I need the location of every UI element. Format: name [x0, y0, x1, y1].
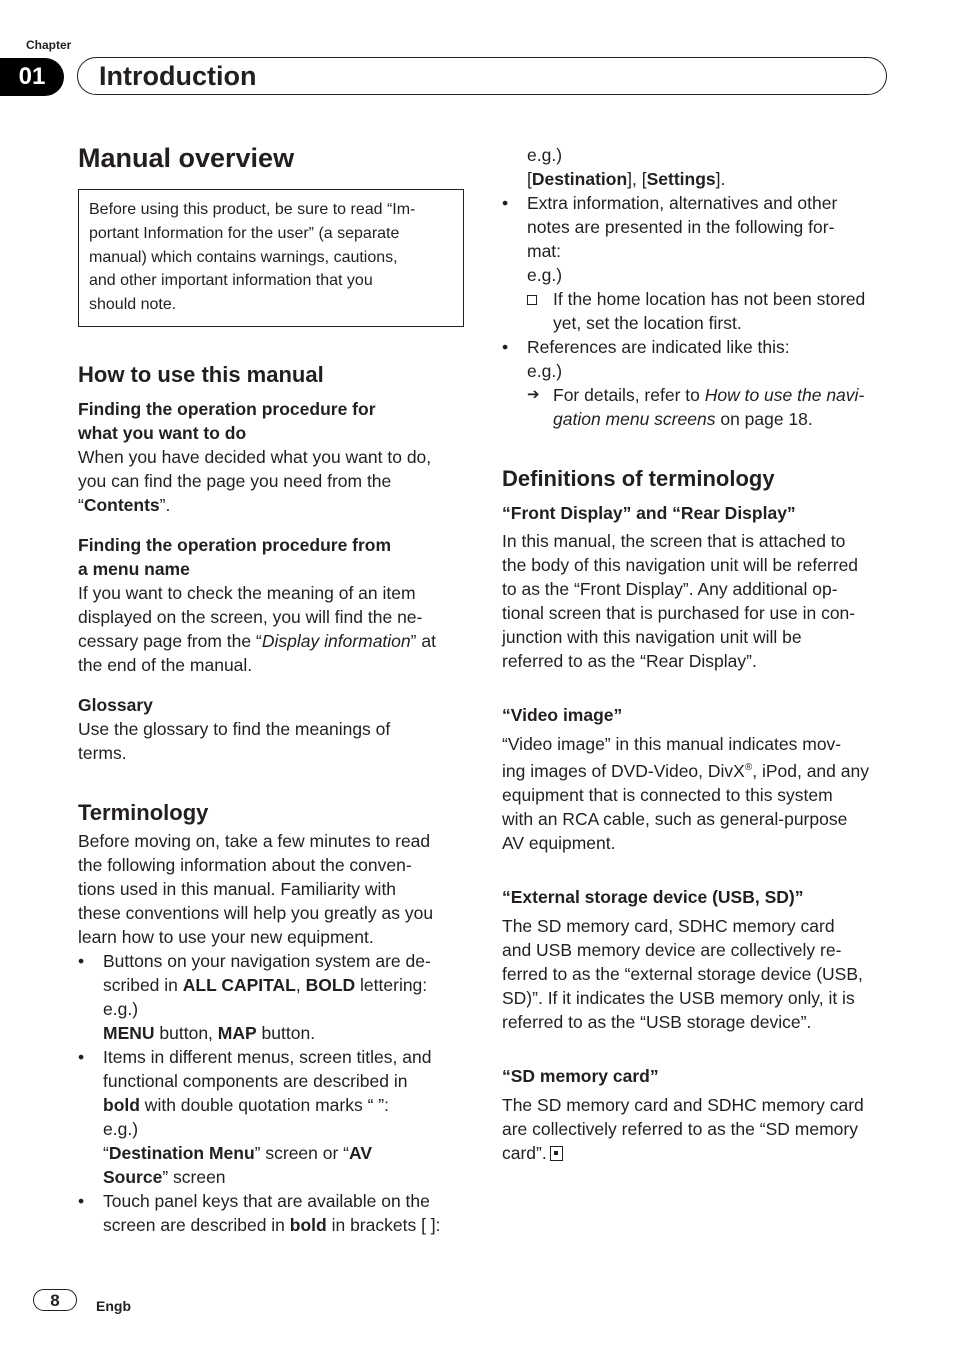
right-column [502, 143, 894, 1165]
body-line: SD)”. If it indicates the USB memory only, it is [502, 987, 855, 1008]
contents-term: Contents [83, 494, 160, 515]
body-line [78, 629, 466, 653]
end-of-section-icon [550, 1146, 563, 1161]
bold-term: ALL CAPITAL [182, 974, 296, 995]
language-code: Engb [96, 1298, 131, 1314]
bullet-icon: • [502, 193, 509, 213]
body-line: yet, set the location first. [553, 313, 742, 333]
front-rear-display-body [502, 529, 894, 673]
bullet-item-buttons [78, 949, 466, 1045]
terminology-heading: Terminology [78, 799, 209, 825]
bullet-item-references [502, 335, 894, 383]
text: , iPod, and any [752, 760, 869, 781]
body-line: functional components are described in [103, 1070, 408, 1091]
body-line [502, 1141, 894, 1165]
heading-line: Finding the operation procedure for [78, 398, 376, 419]
page-title: Manual overview [78, 143, 295, 173]
definitions-heading: Definitions of terminology [502, 466, 775, 491]
sd-memory-card-heading: “SD memory card” [502, 1065, 659, 1086]
page-number: 8 [33, 1289, 77, 1311]
av-term: AV [349, 1142, 373, 1163]
text: ” screen [162, 1166, 226, 1187]
text: with double quotation marks “ ”: [139, 1094, 389, 1115]
heading-line: Finding the operation procedure from [78, 534, 392, 555]
example-label: e.g.) [103, 1118, 139, 1139]
bullet-item-menus [78, 1045, 466, 1189]
text: button, [154, 1022, 218, 1043]
text: ], [ [627, 169, 647, 189]
body-line: with an RCA cable, such as general-purpose [502, 808, 848, 829]
glossary-heading: Glossary [78, 694, 153, 715]
bold-term: bold [289, 1214, 327, 1235]
terminology-intro [78, 829, 466, 949]
finding-by-goal-body [78, 445, 466, 517]
text: ing images of DVD-Video, DivX [502, 760, 745, 781]
reference-title: gation menu screens [553, 409, 716, 429]
source-term: Source [103, 1166, 163, 1187]
body-line: Items in different menus, screen titles, and [103, 1046, 432, 1067]
chapter-title: Introduction [99, 61, 257, 91]
body-line: learn how to use your new equipment. [78, 926, 374, 947]
text: button. [256, 1022, 316, 1043]
body-line: the body of this navigation unit will be referred [502, 555, 859, 575]
notice-line: Before using this product, be sure to read “Im- [89, 201, 416, 218]
text: in brackets [ ]: [326, 1214, 441, 1235]
body-line: If the home location has not been stored [553, 289, 866, 309]
sd-memory-card-body [502, 1093, 894, 1165]
body-line [502, 756, 894, 783]
video-image-body [502, 732, 894, 855]
heading-line: a menu name [78, 558, 190, 579]
checkbox-note-icon [527, 287, 537, 311]
body-line: are collectively referred to as the “SD memory [502, 1118, 858, 1139]
text: lettering: [355, 974, 428, 995]
body-line: Buttons on your navigation system are de- [103, 950, 431, 971]
body-line [553, 383, 894, 407]
how-to-use-heading: How to use this manual [78, 361, 324, 387]
bold-term: bold [103, 1094, 140, 1115]
reference-example [502, 383, 894, 431]
body-line: ferred to as the “external storage device (USB, [502, 963, 863, 984]
example-label: e.g.) [527, 265, 563, 285]
text: ”. [159, 494, 171, 515]
map-term: MAP [217, 1022, 257, 1043]
notice-line: manual) which contains warnings, cautions, [89, 248, 398, 266]
text: card”. [502, 1142, 547, 1163]
body-line [103, 1093, 466, 1117]
external-storage-heading: “External storage device (USB, SD)” [502, 886, 804, 907]
destination-menu-term: Destination Menu [108, 1142, 255, 1163]
text: [ [527, 169, 532, 189]
text: cessary page from the “ [78, 630, 262, 651]
glossary-body [78, 717, 466, 765]
text: scribed in [103, 974, 183, 995]
body-line [103, 973, 466, 997]
body-line: Touch panel keys that are available on the [103, 1190, 430, 1211]
example-label: e.g.) [527, 361, 563, 381]
body-line: tions used in this manual. Familiarity with [78, 878, 397, 899]
body-line: referred to as the “Rear Display”. [502, 651, 757, 671]
finding-by-menu-heading [78, 533, 466, 581]
front-rear-display-heading: “Front Display” and “Rear Display” [502, 503, 796, 523]
body-line: these conventions will help you greatly as you [78, 902, 434, 923]
body-line: the following information about the conven- [78, 854, 412, 875]
body-line: mat: [527, 241, 562, 261]
body-line: References are indicated like this: [527, 337, 790, 357]
body-line: Extra information, alternatives and other [527, 193, 838, 213]
body-line: terms. [78, 742, 127, 763]
text: screen are described in [103, 1214, 290, 1235]
body-line [103, 1141, 466, 1165]
registered-mark: ® [744, 762, 753, 773]
text: , [295, 974, 306, 995]
body-line: notes are presented in the following for- [527, 217, 835, 237]
body-line: The SD memory card, SDHC memory card [502, 915, 835, 936]
body-line: equipment that is connected to this system [502, 784, 833, 805]
bullet-icon: • [502, 337, 509, 357]
body-line [78, 493, 466, 517]
notice-line: portant Information for the user” (a separate [89, 224, 400, 242]
body-line [553, 407, 894, 431]
display-information-ref: Display information [261, 630, 411, 651]
body-line: Before moving on, take a few minutes to read [78, 830, 431, 851]
body-line: AV equipment. [502, 832, 616, 853]
body-line: the end of the manual. [78, 654, 253, 675]
external-storage-body [502, 914, 894, 1034]
finding-by-menu-body [78, 581, 466, 677]
text: “ [103, 1142, 109, 1163]
body-line: In this manual, the screen that is attached to [502, 531, 846, 551]
text: ]. [715, 169, 726, 189]
body-line: If you want to check the meaning of an item [78, 582, 416, 603]
body-line [103, 1213, 466, 1237]
text: For details, refer to [553, 385, 705, 405]
left-column [78, 141, 466, 1237]
note-example [502, 287, 894, 335]
body-line: When you have decided what you want to do, [78, 446, 432, 467]
text: on page 18. [715, 409, 813, 429]
text: ” at [410, 630, 436, 651]
body-line: and USB memory device are collectively re- [502, 939, 842, 960]
notice-line: should note. [89, 296, 177, 314]
body-line: “Video image” in this manual indicates mov- [502, 734, 842, 754]
bullet-item-extra-info [502, 191, 894, 287]
body-line [502, 167, 894, 191]
notice-line: and other important information that you [89, 272, 373, 290]
body-line: junction with this navigation unit will be [502, 627, 802, 647]
arrow-reference-icon: ➔ [527, 386, 540, 403]
body-line: you can find the page you need from the [78, 470, 392, 491]
body-line: The SD memory card and SDHC memory card [502, 1094, 864, 1115]
chapter-label: Chapter [26, 38, 72, 52]
body-line: Use the glossary to find the meanings of [78, 718, 391, 739]
text: ” screen or “ [254, 1142, 349, 1163]
bullet-icon: • [78, 1190, 85, 1211]
body-line: to as the “Front Display”. Any additional op- [502, 579, 838, 599]
bold-term: BOLD [305, 974, 356, 995]
bullet-icon: • [78, 950, 85, 971]
example-label: e.g.) [103, 998, 139, 1019]
video-image-heading: “Video image” [502, 705, 623, 725]
heading-line: what you want to do [78, 422, 247, 443]
destination-key: Destination [531, 169, 628, 189]
reference-title: How to use the navi- [704, 385, 865, 405]
bullet-item-touch-keys [78, 1189, 466, 1237]
important-notice-box [78, 189, 464, 327]
menu-term: MENU [103, 1022, 155, 1043]
body-line [103, 1021, 466, 1045]
bullet-icon: • [78, 1046, 85, 1067]
body-line [103, 1165, 466, 1189]
chapter-number: 01 [0, 58, 64, 96]
body-line: displayed on the screen, you will find the ne- [78, 606, 423, 627]
text: “ [78, 494, 84, 515]
settings-key: Settings [646, 169, 716, 189]
body-line: referred to as the “USB storage device”. [502, 1011, 812, 1032]
finding-by-goal-heading [78, 397, 466, 445]
example-label: e.g.) [527, 145, 563, 165]
body-line: tional screen that is purchased for use in con- [502, 603, 856, 623]
